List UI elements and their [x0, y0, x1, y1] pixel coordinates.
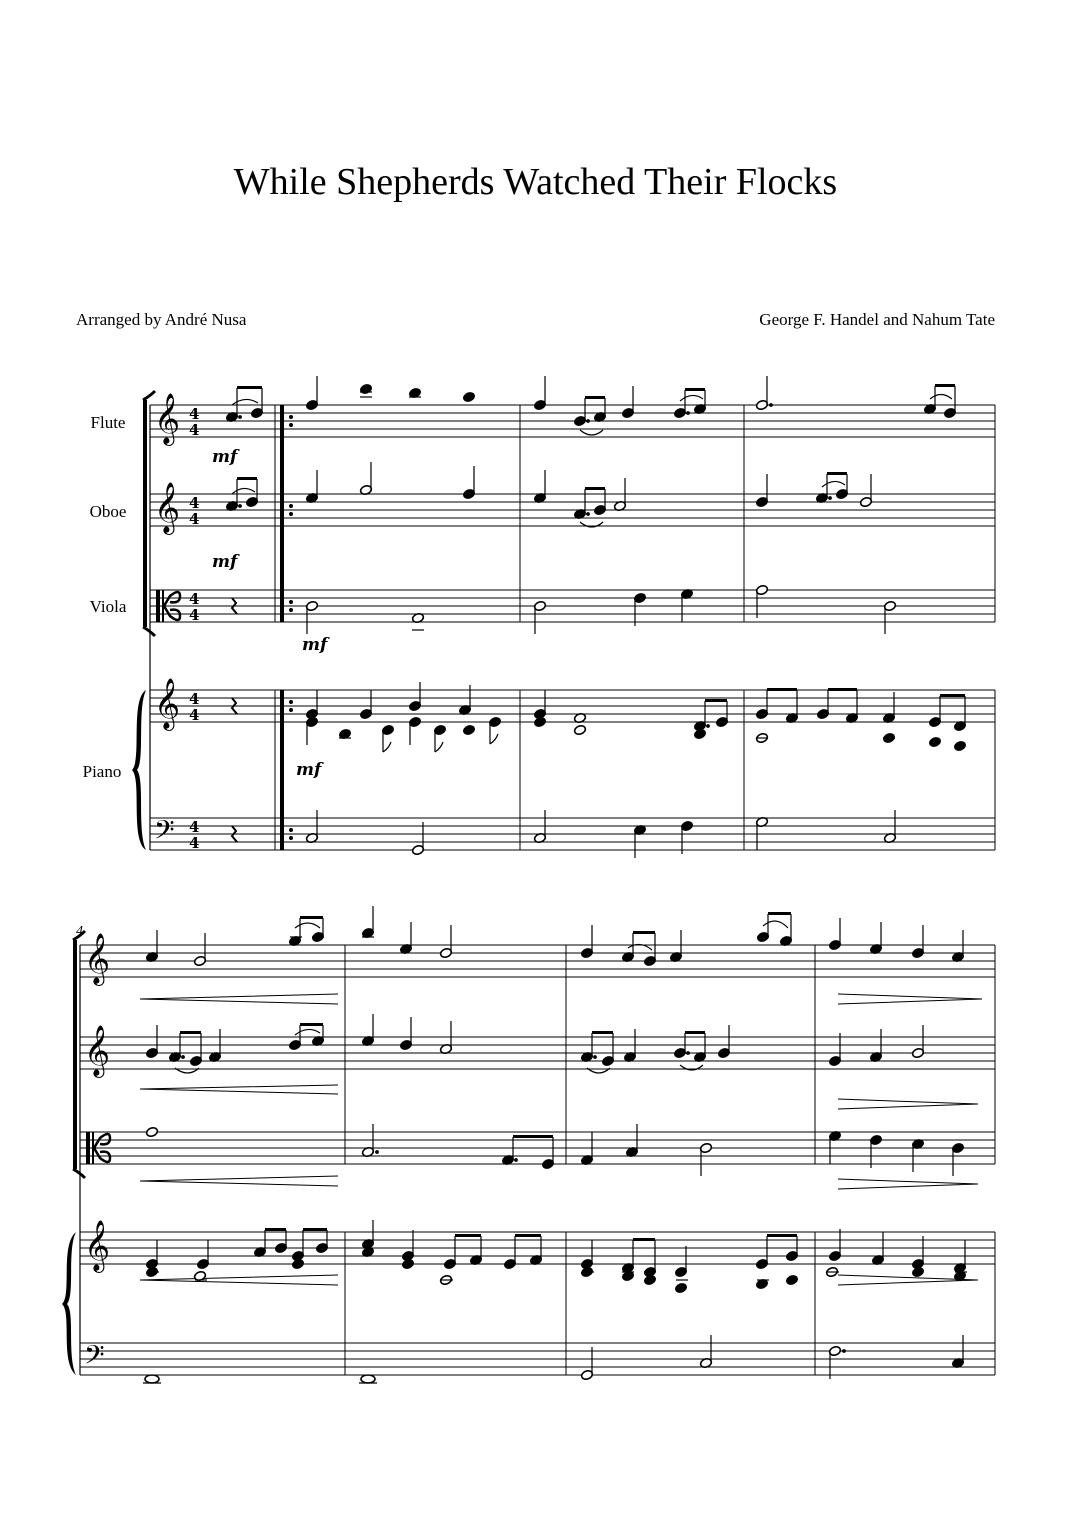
barlines: [345, 945, 995, 1375]
piano-brace: [62, 1232, 76, 1375]
piano-label: Piano: [82, 762, 122, 781]
composer-credit: George F. Handel and Nahum Tate: [759, 310, 995, 329]
time-sig-top: 4: [189, 690, 200, 708]
dynamic-mf: mf: [302, 635, 328, 655]
treble-clef-icon: 𝄞: [84, 933, 111, 984]
measure-number: 4: [76, 924, 83, 939]
treble-clef-icon: 𝄞: [84, 1025, 111, 1076]
system-1: [83, 360, 995, 858]
piano-bass-staff: [150, 818, 995, 850]
piano-brace: [132, 690, 146, 850]
score-title: While Shepherds Watched Their Flocks: [233, 161, 838, 203]
time-sig-bottom: 4: [189, 510, 200, 528]
piano-treble-notes-system-2: [145, 1220, 967, 1294]
system-2: [62, 906, 995, 1383]
piano-treble-notes-system-1: [232, 682, 967, 752]
time-sig-top: 4: [189, 590, 200, 608]
arranger-credit: Arranged by André Nusa: [76, 310, 247, 329]
flute-notes-system-2: [145, 906, 964, 967]
treble-clef-icon: 𝄞: [154, 482, 181, 533]
barlines: [275, 405, 995, 850]
viola-notes-system-1: [232, 584, 897, 634]
viola-label: Viola: [89, 597, 127, 616]
treble-clef-icon: 𝄞: [84, 1220, 111, 1271]
piano-bass-staff: [80, 1343, 995, 1375]
time-sig-top: 4: [189, 494, 200, 512]
repeat-dots: [289, 415, 293, 840]
viola-staff: [150, 590, 995, 622]
flute-staff: [80, 945, 995, 977]
time-sig-top: 4: [189, 818, 200, 836]
bass-clef-icon: 𝄢: [84, 1339, 105, 1377]
flute-staff: [150, 405, 995, 437]
bass-clef-icon: 𝄢: [154, 814, 175, 852]
dynamic-mf: mf: [212, 447, 238, 467]
time-sig-top: 4: [189, 405, 200, 423]
treble-clef-icon: 𝄞: [154, 678, 181, 729]
time-sig-bottom: 4: [189, 606, 200, 624]
piano-treble-staff: [150, 690, 995, 722]
oboe-notes-system-2: [145, 1014, 924, 1073]
dynamic-mf: mf: [296, 760, 322, 780]
oboe-label: Oboe: [89, 502, 127, 521]
time-sig-bottom: 4: [189, 834, 200, 852]
time-sig-bottom: 4: [189, 706, 200, 724]
treble-clef-icon: 𝄞: [154, 393, 181, 444]
flute-notes-system-1: [225, 360, 956, 435]
dynamic-mf: mf: [212, 552, 238, 572]
flute-label: Flute: [90, 413, 126, 432]
time-sig-bottom: 4: [189, 421, 200, 439]
